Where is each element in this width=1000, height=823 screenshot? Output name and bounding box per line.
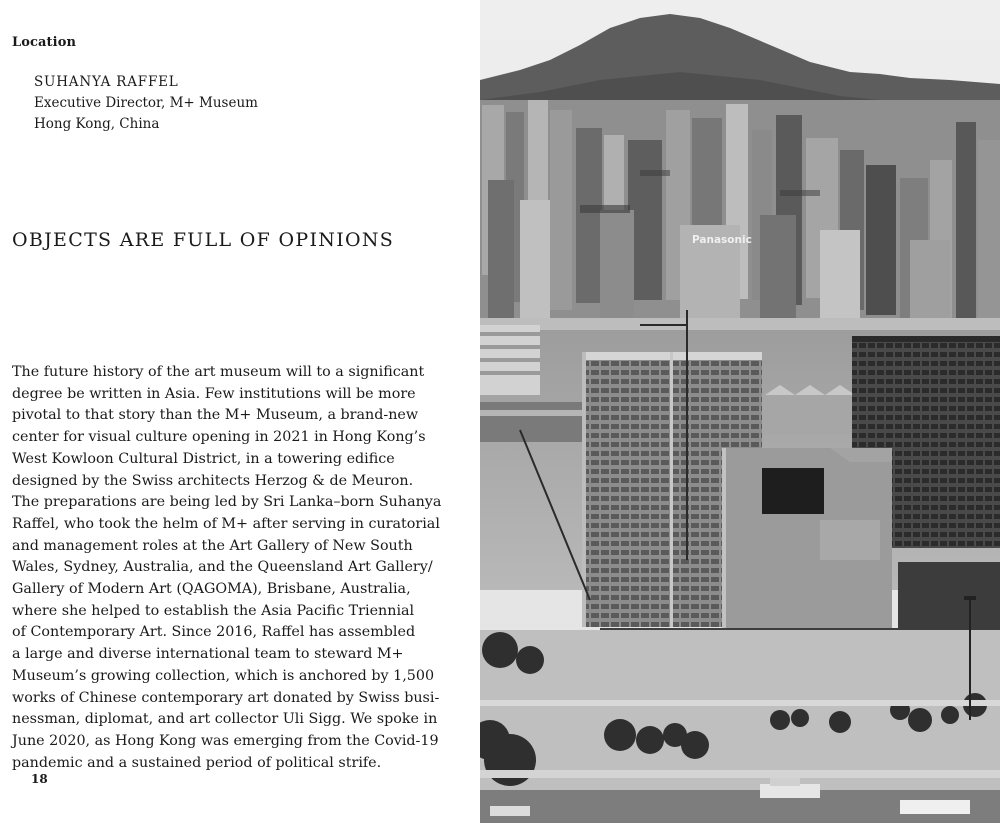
body-line: June 2020, as Hong Kong was emerging from the Covid-19: [12, 732, 439, 749]
body-line: Wales, Sydney, Australia, and the Queensland Art Gallery/: [12, 559, 433, 576]
distant-skyline: [480, 100, 1000, 325]
body-line: Museum’s growing collection, which is anchored by 1,500: [12, 667, 435, 684]
body-line: nessman, diplomat, and art collector Uli Sigg. We spoke in: [12, 711, 438, 728]
body-line: Raffel, who took the helm of M+ after serving in curatorial: [12, 515, 440, 532]
dark-building: [898, 562, 1000, 632]
boat: [900, 800, 970, 814]
body-line: The preparations are being led by Sri Lanka–born Suhanya: [12, 494, 442, 511]
boat: [760, 784, 820, 798]
section-label: Location: [12, 35, 77, 50]
byline-title: Executive Director, M+ Museum: [34, 95, 258, 111]
page-number: 18: [31, 772, 48, 786]
body-line: where she helped to establish the Asia Pacific Triennial: [12, 602, 415, 619]
body-line: pandemic and a sustained period of political strife.: [12, 754, 382, 771]
body-line: The future history of the art museum will to a significant: [12, 364, 425, 380]
body-line: Gallery of Modern Art (QAGOMA), Brisbane, Australia,: [12, 581, 411, 598]
byline-location: Hong Kong, China: [34, 116, 160, 132]
byline-name: SUHANYA RAFFEL: [34, 74, 179, 90]
body-line: center for visual culture opening in 2021 in Hong Kong’s: [12, 429, 426, 446]
byline: [34, 72, 258, 135]
body-paragraph: [12, 362, 472, 774]
museum-window: [762, 468, 824, 514]
body-line: degree be written in Asia. Few institutions will be more: [12, 385, 416, 402]
body-line: pivotal to that story than the M+ Museum, a brand-new: [12, 407, 419, 424]
body-line: a large and diverse international team to steward M+: [12, 646, 404, 663]
body-line: and management roles at the Art Gallery of New South: [12, 537, 413, 554]
boat: [490, 806, 530, 816]
body-line: of Contemporary Art. Since 2016, Raffel has assembled: [12, 624, 416, 641]
cityscape-illustration: [480, 0, 1000, 823]
article-title: OBJECTS ARE FULL OF OPINIONS: [12, 229, 395, 251]
far-shore: [480, 318, 1000, 330]
body-line: works of Chinese contemporary art donated by Swiss busi-: [12, 689, 440, 706]
text-page: [0, 0, 480, 823]
body-line: West Kowloon Cultural District, in a towering edifice: [12, 450, 395, 467]
rooftop-sign: Panasonic: [692, 234, 752, 246]
museum-block: [722, 448, 892, 630]
body-line: designed by the Swiss architects Herzog & de Meuron.: [12, 472, 414, 489]
cityscape-photo: [480, 0, 1000, 823]
